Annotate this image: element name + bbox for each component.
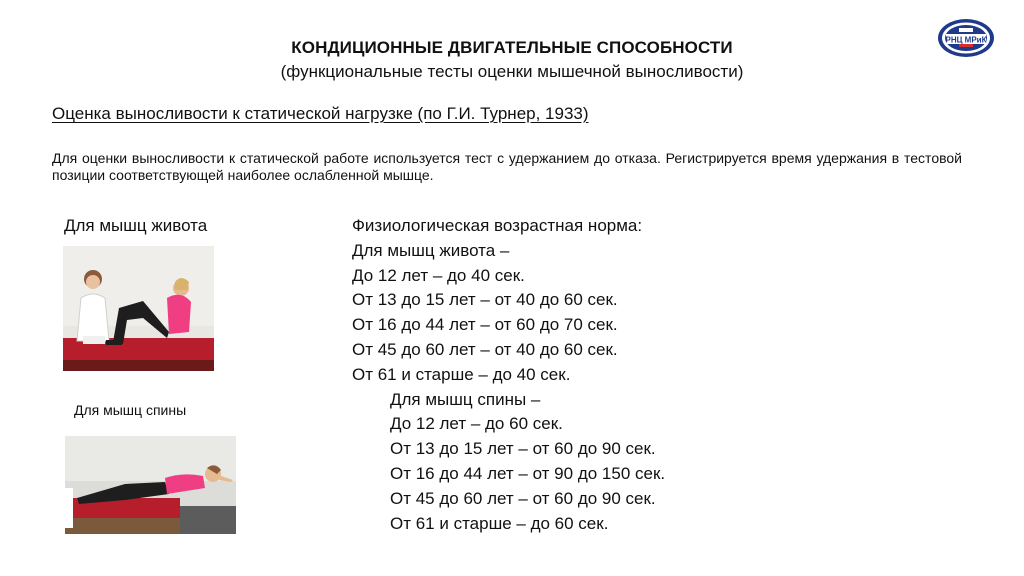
list-item: До 12 лет – до 60 сек. — [390, 414, 563, 434]
organization-logo — [937, 18, 995, 58]
back-test-photo — [65, 436, 236, 534]
page-title: КОНДИЦИОННЫЕ ДВИГАТЕЛЬНЫЕ СПОСОБНОСТИ — [291, 38, 733, 57]
list-item: От 45 до 60 лет – от 40 до 60 сек. — [352, 339, 618, 359]
abdomen-photo-label: Для мышц живота — [64, 216, 208, 235]
back-photo-label: Для мышц спины — [74, 402, 187, 418]
list-item: От 45 до 60 лет – от 60 до 90 сек. — [390, 488, 656, 508]
list-item: До 12 лет – до 40 сек. — [352, 265, 525, 285]
list-item: От 13 до 15 лет – от 60 до 90 сек. — [390, 439, 656, 459]
list-item: От 16 до 44 лет – от 90 до 150 сек. — [390, 463, 666, 483]
back-norms-heading: Для мышц спины – — [390, 389, 541, 409]
abdomen-norms-heading: Для мышц живота – — [352, 240, 510, 260]
list-item: От 61 и старше – до 40 сек. — [352, 364, 571, 384]
abdomen-test-photo — [63, 246, 214, 371]
list-item: От 16 до 44 лет – от 60 до 70 сек. — [352, 315, 618, 335]
section-heading: Оценка выносливости к статической нагрузке (по Г.И. Турнер, 1933) — [52, 104, 589, 123]
age-norms — [352, 214, 665, 536]
page-subtitle: (функциональные тесты оценки мышечной выносливости) — [280, 62, 744, 81]
norms-title: Физиологическая возрастная норма: — [352, 216, 643, 235]
logo-text: РНЦ МРиК — [945, 35, 987, 45]
list-item: От 13 до 15 лет – от 40 до 60 сек. — [352, 290, 618, 310]
list-item: От 61 и старше – до 60 сек. — [390, 513, 609, 533]
section-description: Для оценки выносливости к статической работе используется тест с удержанием до отказа. Регистрируется время удержания в тестовой позиции соответствующей наиболее ослабленной мышце. — [52, 150, 962, 183]
